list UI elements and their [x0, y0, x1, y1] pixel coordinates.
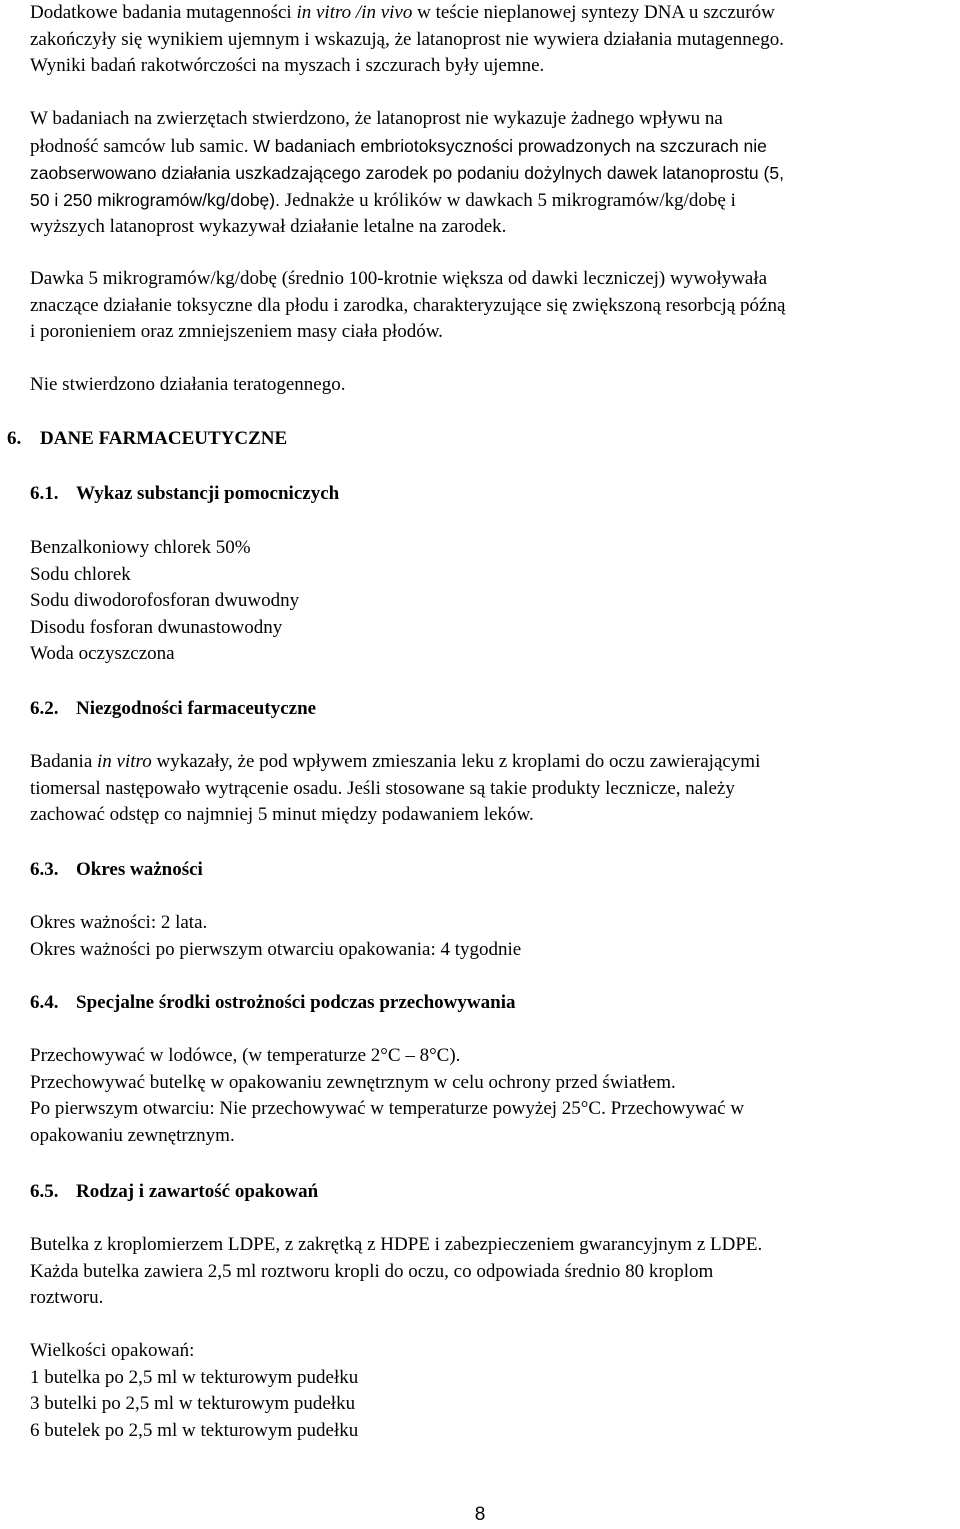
text-line: Po pierwszym otwarciu: Nie przechowywać w temperaturze powyżej 25°C. Przechowywać w: [30, 1098, 745, 1119]
paragraph-fertility: [30, 106, 958, 241]
text-line: znaczące działanie toksyczne dla płodu i zarodka, charakteryzujące się zwiększoną resorbcją późną: [30, 294, 786, 316]
text-line: Przechowywać w lodówce, (w temperaturze 2°C – 8°C).: [30, 1045, 461, 1066]
paragraph-storage: [30, 1043, 958, 1149]
section-title: DANE FARMACEUTYCZNE: [40, 428, 288, 449]
text-line: Okres ważności: 2 lata.: [30, 912, 208, 933]
text-line: Nie stwierdzono działania teratogennego.: [30, 374, 346, 395]
section-title: Specjalne środki ostrożności podczas przechowywania: [76, 992, 516, 1013]
text-line: Dawka 5 mikrogramów/kg/dobę (średnio 100-krotnie większa od dawki leczniczej) wywoływała: [30, 268, 768, 289]
section-title: Niezgodności farmaceutyczne: [76, 698, 317, 719]
excipients-list: [30, 535, 958, 668]
text-line: Wyniki badań rakotwórczości na myszach i szczurach były ujemne.: [30, 55, 545, 76]
text-line: Badania in vitro wykazały, że pod wpływem zmieszania leku z kroplami do oczu zawierającymi: [30, 751, 761, 772]
list-item: Sodu diwodorofosforan dwuwodny: [30, 590, 300, 611]
section-heading-6-4: [30, 990, 515, 1017]
list-item: 1 butelka po 2,5 ml w tekturowym pudełku: [30, 1366, 359, 1388]
paragraph-incompatibilities: [30, 749, 958, 829]
text-line: płodność samców lub samic. W badaniach embriotoksyczności prowadzonych na szczurach nie: [30, 135, 767, 157]
paragraph-teratogenicity: [30, 372, 958, 399]
paragraph-mutagenicity: [30, 0, 958, 80]
text-line: Butelka z kroplomierzem LDPE, z zakrętką z HDPE i zabezpieczeniem gwarancyjnym z LDPE.: [30, 1234, 763, 1255]
text-line: wyższych latanoprost wykazywał działanie letalne na zarodek.: [30, 216, 507, 237]
paragraph-dose: [30, 266, 958, 346]
text-line: roztworu.: [30, 1287, 104, 1308]
text-line: 50 i 250 mikrogramów/kg/dobę). Jednakże u królików w dawkach 5 mikrogramów/kg/dobę i: [30, 189, 736, 211]
list-item: 3 butelki po 2,5 ml w tekturowym pudełku: [30, 1393, 356, 1414]
paragraph-container: [30, 1232, 958, 1312]
text-line: W badaniach na zwierzętach stwierdzono, że latanoprost nie wykazuje żadnego wpływu na: [30, 108, 723, 129]
section-number: 6.2.: [30, 698, 59, 719]
pack-sizes: [30, 1338, 958, 1444]
list-item: Woda oczyszczona: [30, 643, 175, 664]
section-number: 6.5.: [30, 1181, 59, 1202]
section-number: 6.4.: [30, 992, 59, 1013]
text-line: zakończyły się wynikiem ujemnym i wskazują, że latanoprost nie wywiera działania mutagennego.: [30, 28, 784, 50]
section-heading-6-3: [30, 857, 203, 884]
section-heading-6-2: [30, 696, 316, 723]
section-number: 6.: [7, 428, 22, 449]
text-line: i poronieniem oraz zmniejszeniem masy ciała płodów.: [30, 321, 443, 342]
text-line: zaobserwowano działania uszkadzającego zarodek po podaniu dożylnych dawek latanoprostu (5,: [30, 163, 784, 183]
text-line: Okres ważności po pierwszym otwarciu opakowania: 4 tygodnie: [30, 938, 522, 960]
list-item: 6 butelek po 2,5 ml w tekturowym pudełku: [30, 1419, 359, 1441]
section-number: 6.3.: [30, 859, 59, 880]
text-line: tiomersal następowało wytrącenie osadu. Jeśli stosowane są takie produkty lecznicze, należy: [30, 777, 735, 799]
section-title: Rodzaj i zawartość opakowań: [76, 1181, 319, 1202]
section-heading-6: [7, 426, 287, 453]
section-heading-6-5: [30, 1179, 318, 1206]
list-item: Sodu chlorek: [30, 563, 131, 585]
paragraph-shelf-life: [30, 910, 958, 963]
section-title: Okres ważności: [76, 859, 203, 880]
text-line: Przechowywać butelkę w opakowaniu zewnętrznym w celu ochrony przed światłem.: [30, 1071, 676, 1093]
page-number: 8: [474, 1504, 486, 1525]
section-title: Wykaz substancji pomocniczych: [76, 483, 340, 504]
text-line: opakowaniu zewnętrznym.: [30, 1124, 235, 1146]
list-item: Benzalkoniowy chlorek 50%: [30, 537, 251, 558]
list-item: Disodu fosforan dwunastowodny: [30, 616, 283, 638]
text-line: Każda butelka zawiera 2,5 ml roztworu kropli do oczu, co odpowiada średnio 80 kroplom: [30, 1260, 714, 1282]
pack-sizes-label: Wielkości opakowań:: [30, 1340, 195, 1361]
text-line: Dodatkowe badania mutagenności in vitro /in vivo w teście nieplanowej syntezy DNA u szczurów: [30, 2, 775, 23]
section-heading-6-1: [30, 481, 339, 508]
text-line: zachować odstęp co najmniej 5 minut między podawaniem leków.: [30, 804, 534, 825]
section-number: 6.1.: [30, 483, 59, 504]
